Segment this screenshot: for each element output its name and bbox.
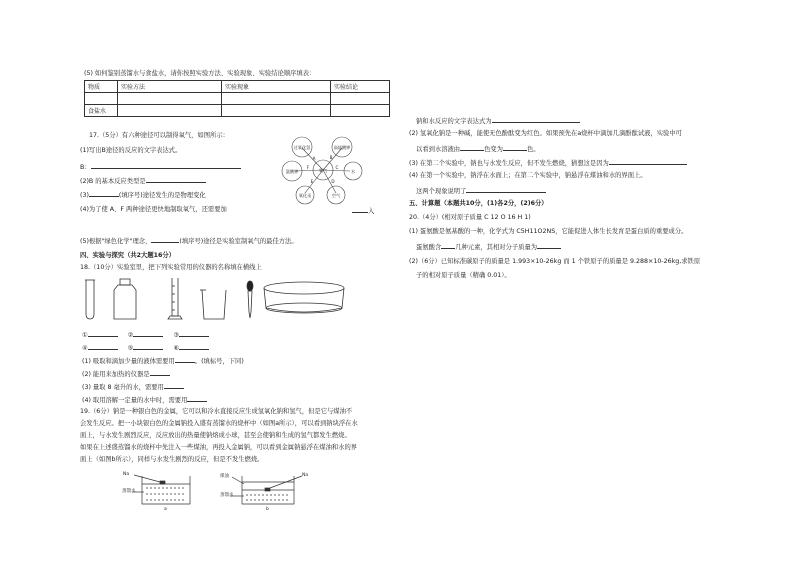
q17-line-5: (4)为了使 A、F 两种途径更快地制取氧气，还需要加 — [80, 206, 227, 213]
q19-paragraph-line: 如果在上述盛蒸馏水的烧杯中先注入一些煤油，再投入金属钠，可以看到金属钠悬浮在煤油和水的界 — [80, 444, 358, 451]
table-cell — [331, 105, 390, 117]
table-cell — [118, 93, 222, 105]
table-cell: 食盐水 — [85, 105, 118, 117]
node-label: 高锰酸钾 — [333, 145, 351, 150]
q18-blanks-row-1: ① ② ③ — [82, 330, 209, 340]
table-header: 实验现象 — [222, 81, 331, 93]
reagent-bottle-icon — [114, 279, 136, 319]
q20-part-1: (1) 蛋氨酸是氨基酸的一种，化学式为 C5H11O2NS，它能促进人体生长发育是蛋白质的重要成分。 — [409, 228, 688, 235]
table-row — [85, 105, 390, 117]
q18-line-1: (1) 吸取和滴加少量的液体需要用 。(填标号，下同) — [82, 358, 244, 365]
question-17-title: 17.（5分）有六种途径可以制得氧气，如图所示： — [89, 132, 229, 139]
q17-line-2: B： — [80, 162, 241, 172]
q17-line-5-end: 入 — [352, 206, 374, 216]
figure-a-beaker — [120, 470, 200, 510]
evaporating-dish-icon — [264, 282, 344, 313]
route-letter: D — [331, 179, 335, 184]
route-letter: A — [312, 156, 316, 161]
q18-blanks-row-2: ④ ⑤ ⑥ — [82, 343, 209, 353]
right-line-6: 这两个现象说明了 — [416, 186, 546, 196]
q19-paragraph-line: 面上，与水发生剧烈反应，反应放出的热量使钠熔成小球，甚至会使钠和生成的氢气都发生燃烧。 — [80, 432, 351, 439]
table-cell — [85, 93, 118, 105]
table-cell — [118, 105, 222, 117]
figure-label-a: a — [164, 507, 167, 512]
lab-apparatus — [80, 276, 360, 326]
table-cell — [222, 93, 331, 105]
oxygen-diagram — [270, 133, 380, 223]
node-label: 空气 — [331, 193, 341, 198]
route-letter: E — [310, 179, 314, 184]
q19-paragraph-line: 会发生反应。把一小块银白色的金属钠投入盛有蒸馏水的烧杯中（如图a所示），可以看到钠块浮在水 — [80, 420, 358, 427]
figure-label-b: b — [266, 507, 269, 512]
experiment-table — [84, 80, 390, 117]
q20-part-1-blanks: 蛋氨酸含 几种元素，其相对分子质量为 — [416, 242, 561, 252]
section-5-title: 五、计算题（本题共10分，(1)各2分，(2)6分） — [409, 200, 548, 207]
label-water: 蒸馏水 — [220, 493, 234, 498]
dropper-icon — [247, 281, 253, 318]
label-na: Na — [302, 473, 309, 478]
q18-line-3: (3) 量取 8 毫升的水，需要用 — [82, 382, 184, 392]
table-cell — [222, 105, 331, 117]
route-letter: C — [335, 165, 339, 170]
section-4-title: 四、实验与探究（共2大题16分） — [80, 252, 176, 259]
q17-line-4: (3) (填序号)途径发生的是物理变化 — [80, 192, 206, 199]
q18-line-2: (2) 能用来加热的仪器是 — [82, 369, 170, 379]
node-label: 过氧化氢 — [293, 145, 311, 150]
test-tube-icon — [85, 280, 95, 319]
q20-part-2-cont: 子的相对原子质量（精确 0.01）。 — [416, 272, 511, 279]
label-na: Na — [123, 472, 130, 477]
table-row — [85, 81, 390, 93]
route-letter: B — [329, 155, 333, 160]
route-letter: F — [306, 165, 310, 170]
right-line-1: 钠和水反应的文字表达式为 — [416, 116, 580, 126]
graduated-cylinder-icon — [168, 278, 182, 319]
node-label: 氯酸钾 — [285, 169, 299, 174]
node-label: 水 — [350, 169, 356, 174]
node-label: 氧化汞 — [298, 193, 312, 198]
table-row — [85, 93, 390, 105]
q19-paragraph-line: 19.（6分）钠是一种银白色的金属，它可以和冷水直接反应生成氢氧化钠和氢气，但是它与煤油不 — [80, 408, 353, 415]
right-line-3: 以看到水溶液由 色变为 色。 — [416, 146, 540, 153]
q20-part-2: (2)（6分）已知标准碳原子的质量是 1.993×10-26kg 而 1 个铁原子的质量是 9.288×10-26kg,求铁原 — [409, 258, 701, 265]
q19-paragraph-line: 面上（如图b所示），同样与水发生剧烈的反应，但是不发生燃烧。 — [80, 456, 264, 463]
figure-b-beaker — [218, 470, 318, 510]
question-18-title: 18.（10分）实验室里，把下列实验常用的仪器的名称填在横线上 — [80, 264, 262, 271]
right-line-2: (2) 氢氧化钠是一种碱，能使无色酚酞变为红色。如果预先在a烧杯中滴加几滴酚酞试液，实验中可 — [409, 130, 682, 137]
question-5-text: (5) 如何鉴别蒸馏水与食盐水，请你按照实验方法、实验现象、实验结论顺序填表： — [84, 70, 316, 77]
table-header: 物质 — [85, 81, 118, 93]
right-line-5: (4) 在第一个实验中，钠浮在水面上；在第二个实验中，钠悬浮在煤油和水的界面上。 — [409, 172, 647, 179]
table-header: 实验方法 — [118, 81, 222, 93]
table-header: 实验结论 — [331, 81, 390, 93]
q17-line-3: (2)B 的基本反应类型是 — [80, 176, 206, 186]
question-20-title: 20.（4分）(相对原子质量 C 12 O 16 H 1) — [409, 214, 531, 221]
q18-line-4: (4) 取用溶解一定量的水中时，需要用 — [82, 395, 207, 405]
label-oil: 煤油 — [220, 474, 229, 479]
q17-line-1: (1)写出B途径的反应的文字表达式。 — [80, 147, 182, 154]
beaker-icon — [200, 290, 226, 319]
right-line-4: (3) 在第二个实验中，钠也与水发生反应，但不发生燃烧，猜想这是因为 — [409, 158, 687, 168]
center-label: 氧气 — [318, 168, 328, 173]
table-cell — [331, 93, 390, 105]
q17-line-6: (5)根据"绿色化学"理念， (填序号)途径是实验室制氧气的最佳方法。 — [80, 238, 298, 245]
label-water: 蒸馏水 — [122, 489, 136, 494]
